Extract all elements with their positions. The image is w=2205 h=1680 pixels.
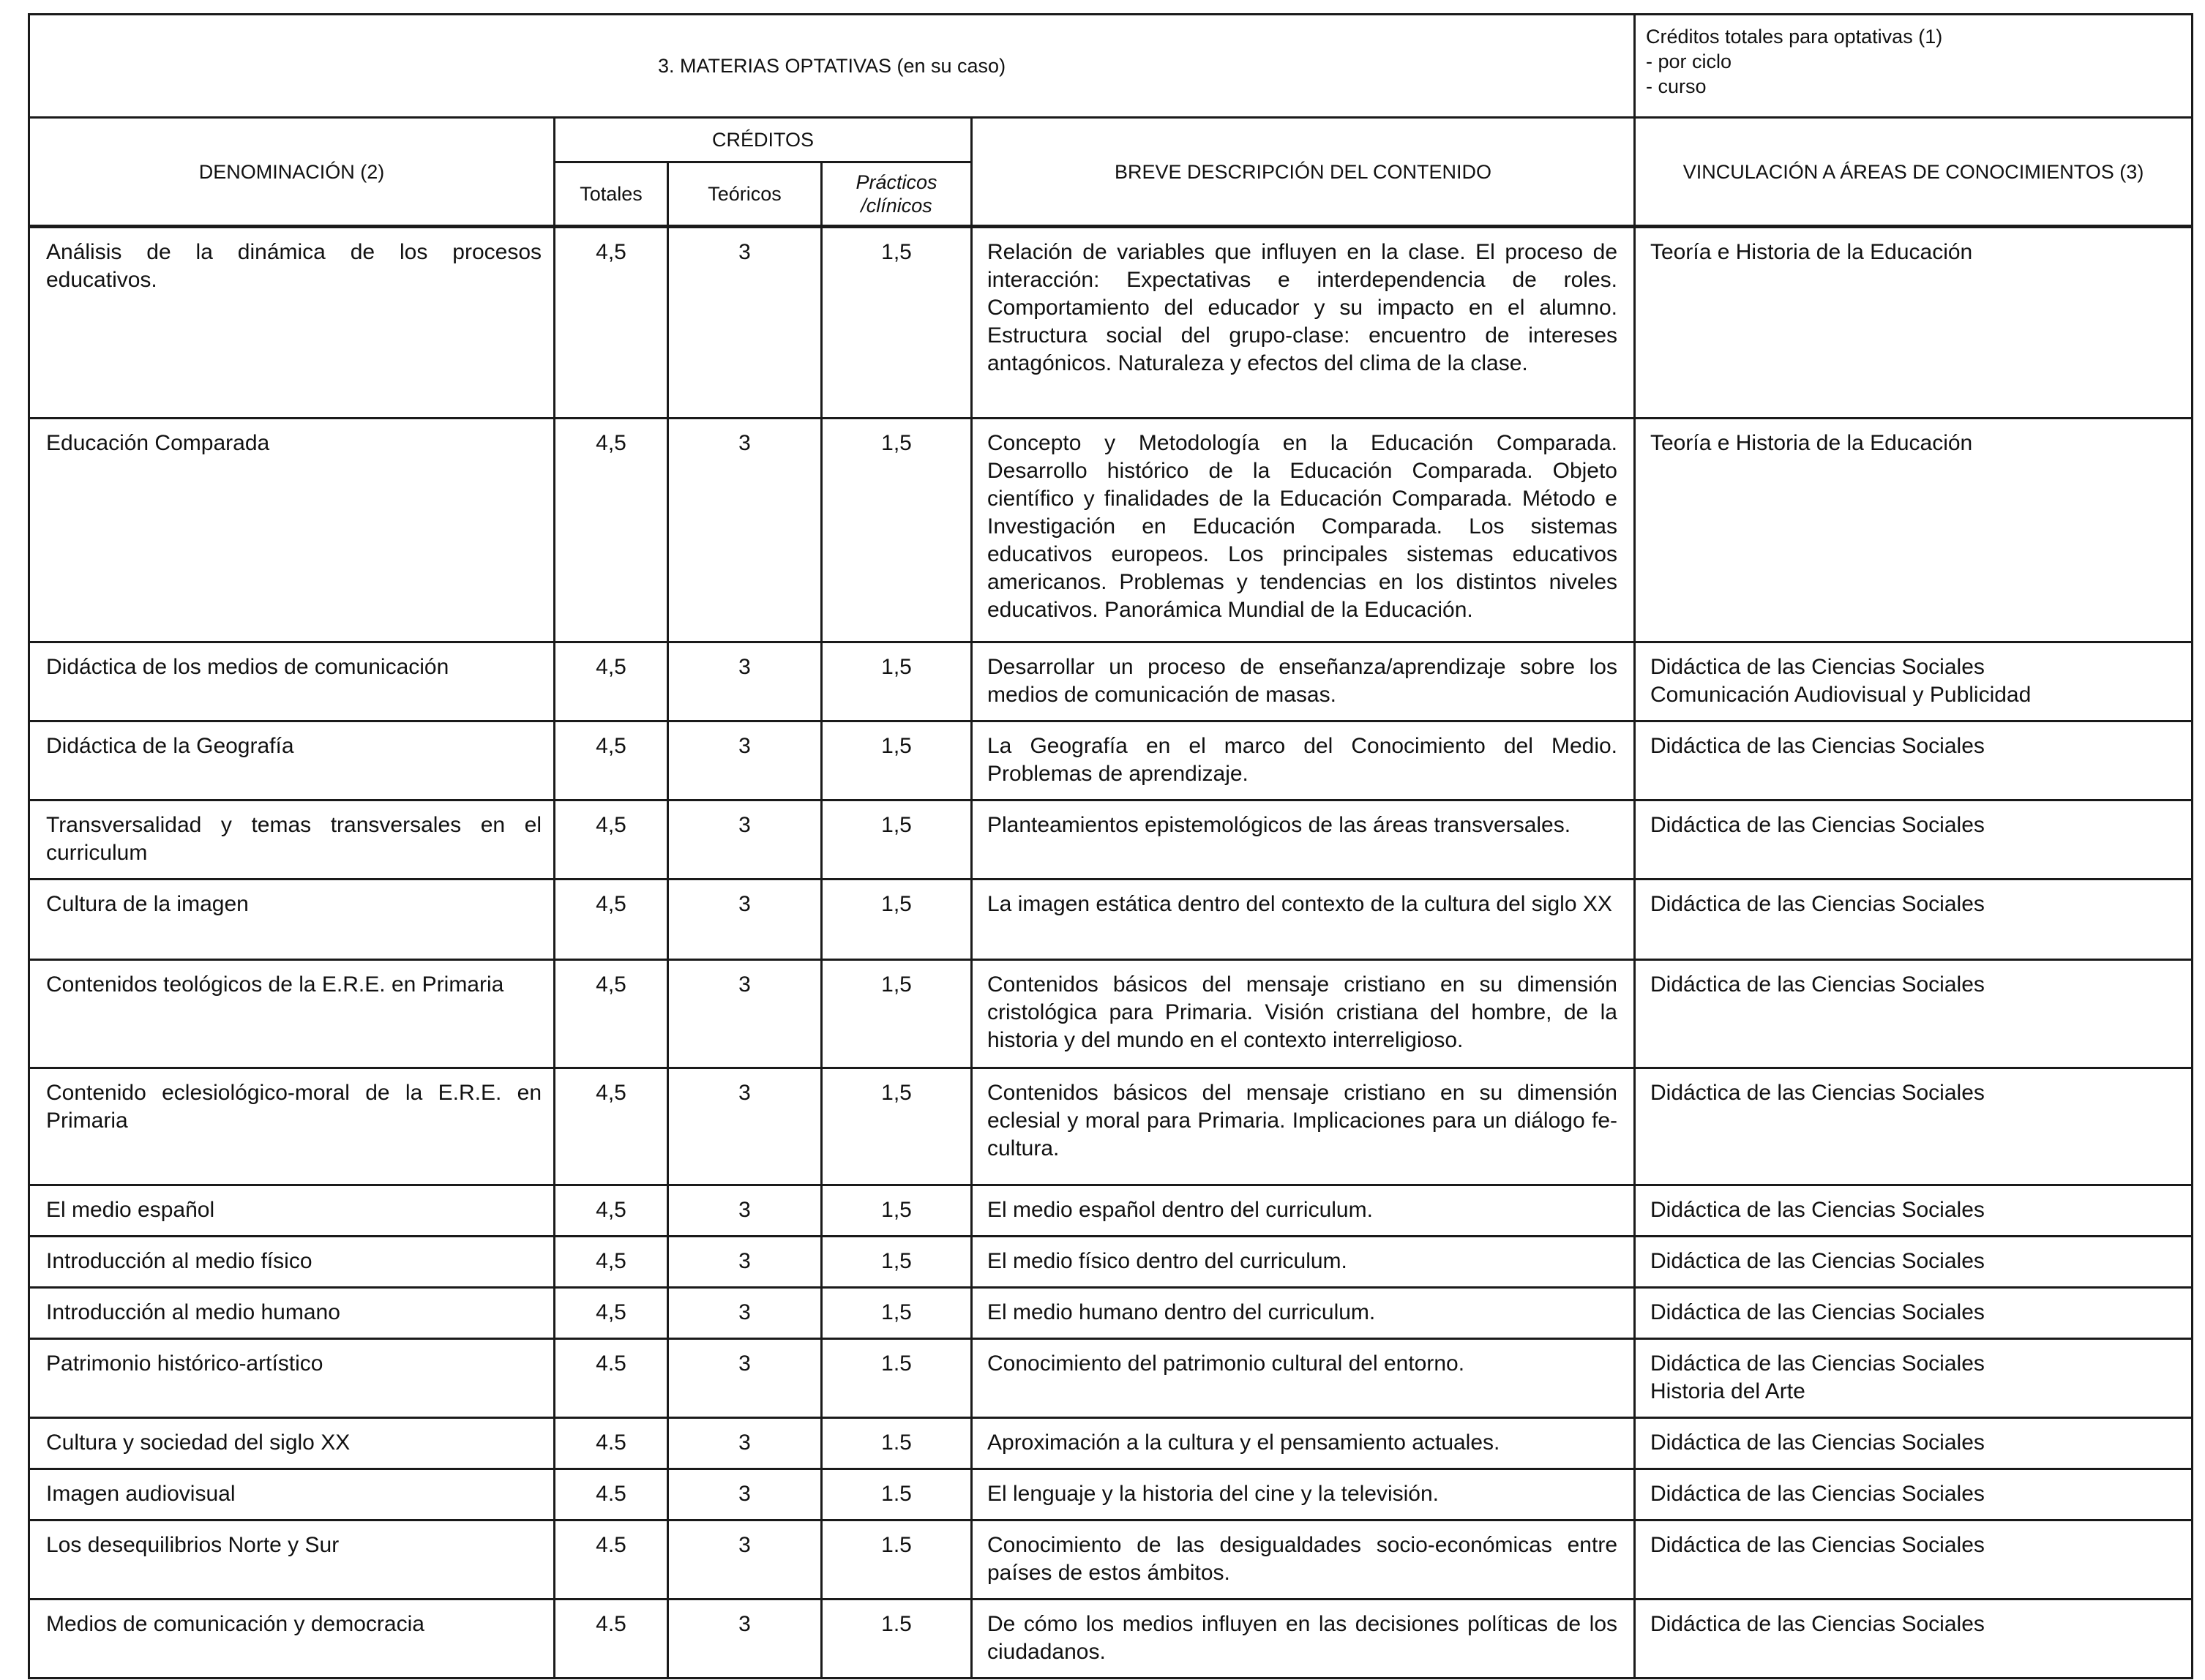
cell-vinculacion — [1635, 880, 2193, 960]
table-row — [29, 1288, 2193, 1339]
cell-vinculacion — [1635, 800, 2193, 880]
cell-descripcion: Contenidos básicos del mensaje cristiano en su dimensión eclesial y moral para Primaria. Implicaciones para un diálogo fe-cultura. — [972, 1068, 1635, 1185]
cell-denominacion: Contenidos teológicos de la E.R.E. en Primaria — [29, 960, 555, 1068]
cell-teoricos: 3 — [668, 960, 822, 1068]
cell-vinculacion — [1635, 960, 2193, 1068]
area-line: Didáctica de las Ciencias Sociales — [1650, 734, 1985, 758]
cell-teoricos: 3 — [668, 1068, 822, 1185]
cell-descripcion: Desarrollar un proceso de enseñanza/aprendizaje sobre los medios de comunicación de masas. — [972, 642, 1635, 721]
area-line: Didáctica de las Ciencias Sociales — [1650, 1533, 1985, 1557]
table-row — [29, 642, 2193, 721]
cell-descripcion: Relación de variables que influyen en la clase. El proceso de interacción: Expectativas e interdependencia de roles. Comportamiento del educador y su impacto en el alumno. Estructura social del grupo-clase: encuentro de intereses antagónicos. Naturaleza y efectos del clima de la clase. — [972, 227, 1635, 419]
cell-teoricos: 3 — [668, 1288, 822, 1339]
section-title: 3. MATERIAS OPTATIVAS (en su caso) — [29, 15, 1635, 118]
cell-vinculacion — [1635, 1600, 2193, 1679]
area-line: Didáctica de las Ciencias Sociales — [1650, 1612, 1985, 1636]
cell-descripcion: Contenidos básicos del mensaje cristiano en su dimensión cristológica para Primaria. Visión cristiana del hombre, de la historia y del mundo en el contexto interreligioso. — [972, 960, 1635, 1068]
cell-practicos: 1.5 — [822, 1600, 972, 1679]
cell-descripcion: Concepto y Metodología en la Educación Comparada. Desarrollo histórico de la Educación Comparada. Objeto científico y finalidades de la Educación Comparada. Método e Investigación en Educación Comparada. Los sistemas educativos europeos. Los principales sistemas educativos americanos. Problemas y tendencias en los distintos niveles educativos. Panorámica Mundial de la Educación. — [972, 419, 1635, 642]
area-line: Didáctica de las Ciencias Sociales — [1650, 1482, 1985, 1506]
cell-descripcion: El medio español dentro del curriculum. — [972, 1185, 1635, 1237]
cell-vinculacion — [1635, 721, 2193, 800]
cell-vinculacion — [1635, 419, 2193, 642]
cell-totales: 4,5 — [555, 960, 668, 1068]
cell-denominacion: El medio español — [29, 1185, 555, 1237]
area-line: Didáctica de las Ciencias Sociales — [1650, 1351, 1985, 1376]
table-row — [29, 1068, 2193, 1185]
cell-teoricos: 3 — [668, 1339, 822, 1418]
area-line: Didáctica de las Ciencias Sociales — [1650, 1430, 1985, 1455]
cell-descripcion: Planteamientos epistemológicos de las áreas transversales. — [972, 800, 1635, 880]
cell-practicos: 1,5 — [822, 1237, 972, 1288]
cell-practicos: 1.5 — [822, 1339, 972, 1418]
cell-denominacion: Introducción al medio humano — [29, 1288, 555, 1339]
cell-practicos: 1,5 — [822, 721, 972, 800]
table-row — [29, 1469, 2193, 1520]
area-line: Teoría e Historia de la Educación — [1650, 240, 1973, 264]
cell-totales: 4,5 — [555, 1237, 668, 1288]
header-totales: Totales — [555, 162, 668, 227]
cell-teoricos: 3 — [668, 1418, 822, 1469]
table-row — [29, 1339, 2193, 1418]
cell-descripcion: El medio físico dentro del curriculum. — [972, 1237, 1635, 1288]
area-line: Didáctica de las Ciencias Sociales — [1650, 1300, 1985, 1324]
area-line: Didáctica de las Ciencias Sociales — [1650, 1198, 1985, 1222]
cell-denominacion: Educación Comparada — [29, 419, 555, 642]
area-line: Didáctica de las Ciencias Sociales — [1650, 892, 1985, 916]
table-row — [29, 1520, 2193, 1600]
cell-practicos: 1,5 — [822, 642, 972, 721]
table-body — [29, 227, 2193, 1679]
cell-vinculacion — [1635, 1237, 2193, 1288]
document-page — [28, 13, 2191, 1679]
area-line: Teoría e Historia de la Educación — [1650, 431, 1973, 455]
cell-descripcion: La Geografía en el marco del Conocimiento del Medio. Problemas de aprendizaje. — [972, 721, 1635, 800]
area-line: Didáctica de las Ciencias Sociales — [1650, 813, 1985, 837]
cell-teoricos: 3 — [668, 642, 822, 721]
cell-practicos: 1,5 — [822, 960, 972, 1068]
cell-totales: 4,5 — [555, 227, 668, 419]
table-row — [29, 1237, 2193, 1288]
cell-vinculacion — [1635, 227, 2193, 419]
cell-totales: 4.5 — [555, 1418, 668, 1469]
table-row — [29, 960, 2193, 1068]
cell-practicos: 1,5 — [822, 880, 972, 960]
cell-denominacion: Didáctica de los medios de comunicación — [29, 642, 555, 721]
cell-denominacion: Análisis de la dinámica de los procesos educativos. — [29, 227, 555, 419]
cell-totales: 4,5 — [555, 880, 668, 960]
area-line: Comunicación Audiovisual y Publicidad — [1650, 683, 2032, 707]
cell-descripcion: La imagen estática dentro del contexto de la cultura del siglo XX — [972, 880, 1635, 960]
totals-note-line: - por ciclo — [1646, 50, 1732, 72]
cell-teoricos: 3 — [668, 1185, 822, 1237]
cell-denominacion: Los desequilibrios Norte y Sur — [29, 1520, 555, 1600]
cell-descripcion: El medio humano dentro del curriculum. — [972, 1288, 1635, 1339]
cell-descripcion: Conocimiento de las desigualdades socio-económicas entre países de estos ámbitos. — [972, 1520, 1635, 1600]
area-line: Didáctica de las Ciencias Sociales — [1650, 1249, 1985, 1273]
cell-denominacion: Contenido eclesiológico-moral de la E.R.E. en Primaria — [29, 1068, 555, 1185]
header-denominacion: DENOMINACIÓN (2) — [29, 118, 555, 227]
area-line: Historia del Arte — [1650, 1379, 1805, 1403]
cell-practicos: 1,5 — [822, 1288, 972, 1339]
cell-totales: 4,5 — [555, 1068, 668, 1185]
cell-descripcion: Aproximación a la cultura y el pensamiento actuales. — [972, 1418, 1635, 1469]
table-row — [29, 880, 2193, 960]
cell-practicos: 1.5 — [822, 1418, 972, 1469]
cell-totales: 4,5 — [555, 800, 668, 880]
cell-vinculacion — [1635, 1339, 2193, 1418]
area-line: Didáctica de las Ciencias Sociales — [1650, 1081, 1985, 1105]
header-teoricos: Teóricos — [668, 162, 822, 227]
cell-vinculacion — [1635, 1185, 2193, 1237]
cell-totales: 4.5 — [555, 1600, 668, 1679]
cell-vinculacion — [1635, 1469, 2193, 1520]
cell-teoricos: 3 — [668, 1237, 822, 1288]
cell-denominacion: Didáctica de la Geografía — [29, 721, 555, 800]
cell-descripcion: De cómo los medios influyen en las decisiones políticas de los ciudadanos. — [972, 1600, 1635, 1679]
cell-denominacion: Medios de comunicación y democracia — [29, 1600, 555, 1679]
header-descripcion: BREVE DESCRIPCIÓN DEL CONTENIDO — [972, 118, 1635, 227]
table-row — [29, 1418, 2193, 1469]
header-creditos: CRÉDITOS — [555, 118, 972, 162]
cell-vinculacion — [1635, 1288, 2193, 1339]
cell-vinculacion — [1635, 1520, 2193, 1600]
table-row — [29, 419, 2193, 642]
cell-practicos: 1,5 — [822, 1185, 972, 1237]
cell-totales: 4,5 — [555, 419, 668, 642]
cell-totales: 4.5 — [555, 1520, 668, 1600]
cell-teoricos: 3 — [668, 721, 822, 800]
area-line: Didáctica de las Ciencias Sociales — [1650, 972, 1985, 997]
cell-descripcion: Conocimiento del patrimonio cultural del entorno. — [972, 1339, 1635, 1418]
cell-teoricos: 3 — [668, 1520, 822, 1600]
cell-teoricos: 3 — [668, 1600, 822, 1679]
cell-denominacion: Imagen audiovisual — [29, 1469, 555, 1520]
cell-totales: 4.5 — [555, 1469, 668, 1520]
cell-practicos: 1,5 — [822, 800, 972, 880]
cell-teoricos: 3 — [668, 800, 822, 880]
table-row — [29, 1185, 2193, 1237]
cell-denominacion: Cultura y sociedad del siglo XX — [29, 1418, 555, 1469]
cell-descripcion: El lenguaje y la historia del cine y la televisión. — [972, 1469, 1635, 1520]
totals-note — [1635, 15, 2193, 118]
cell-vinculacion — [1635, 1418, 2193, 1469]
cell-teoricos: 3 — [668, 880, 822, 960]
table-row — [29, 1600, 2193, 1679]
optativas-table — [28, 13, 2193, 1679]
cell-vinculacion — [1635, 642, 2193, 721]
cell-denominacion: Transversalidad y temas transversales en el curriculum — [29, 800, 555, 880]
totals-note-line: Créditos totales para optativas (1) — [1646, 26, 1943, 48]
table-row — [29, 227, 2193, 419]
area-line: Didáctica de las Ciencias Sociales — [1650, 655, 1985, 679]
header-practicos: Prácticos /clínicos — [822, 162, 972, 227]
cell-denominacion: Cultura de la imagen — [29, 880, 555, 960]
cell-teoricos: 3 — [668, 227, 822, 419]
header-vinculacion: VINCULACIÓN A ÁREAS DE CONOCIMIENTOS (3) — [1635, 118, 2193, 227]
cell-practicos: 1.5 — [822, 1469, 972, 1520]
cell-practicos: 1,5 — [822, 1068, 972, 1185]
table-row — [29, 800, 2193, 880]
totals-note-line: - curso — [1646, 75, 1707, 97]
cell-totales: 4,5 — [555, 721, 668, 800]
cell-totales: 4,5 — [555, 1288, 668, 1339]
cell-practicos: 1,5 — [822, 227, 972, 419]
cell-teoricos: 3 — [668, 1469, 822, 1520]
cell-totales: 4.5 — [555, 1339, 668, 1418]
cell-vinculacion — [1635, 1068, 2193, 1185]
cell-denominacion: Patrimonio histórico-artístico — [29, 1339, 555, 1418]
table-row — [29, 721, 2193, 800]
cell-practicos: 1.5 — [822, 1520, 972, 1600]
cell-totales: 4,5 — [555, 1185, 668, 1237]
cell-totales: 4,5 — [555, 642, 668, 721]
cell-teoricos: 3 — [668, 419, 822, 642]
cell-denominacion: Introducción al medio físico — [29, 1237, 555, 1288]
cell-practicos: 1,5 — [822, 419, 972, 642]
